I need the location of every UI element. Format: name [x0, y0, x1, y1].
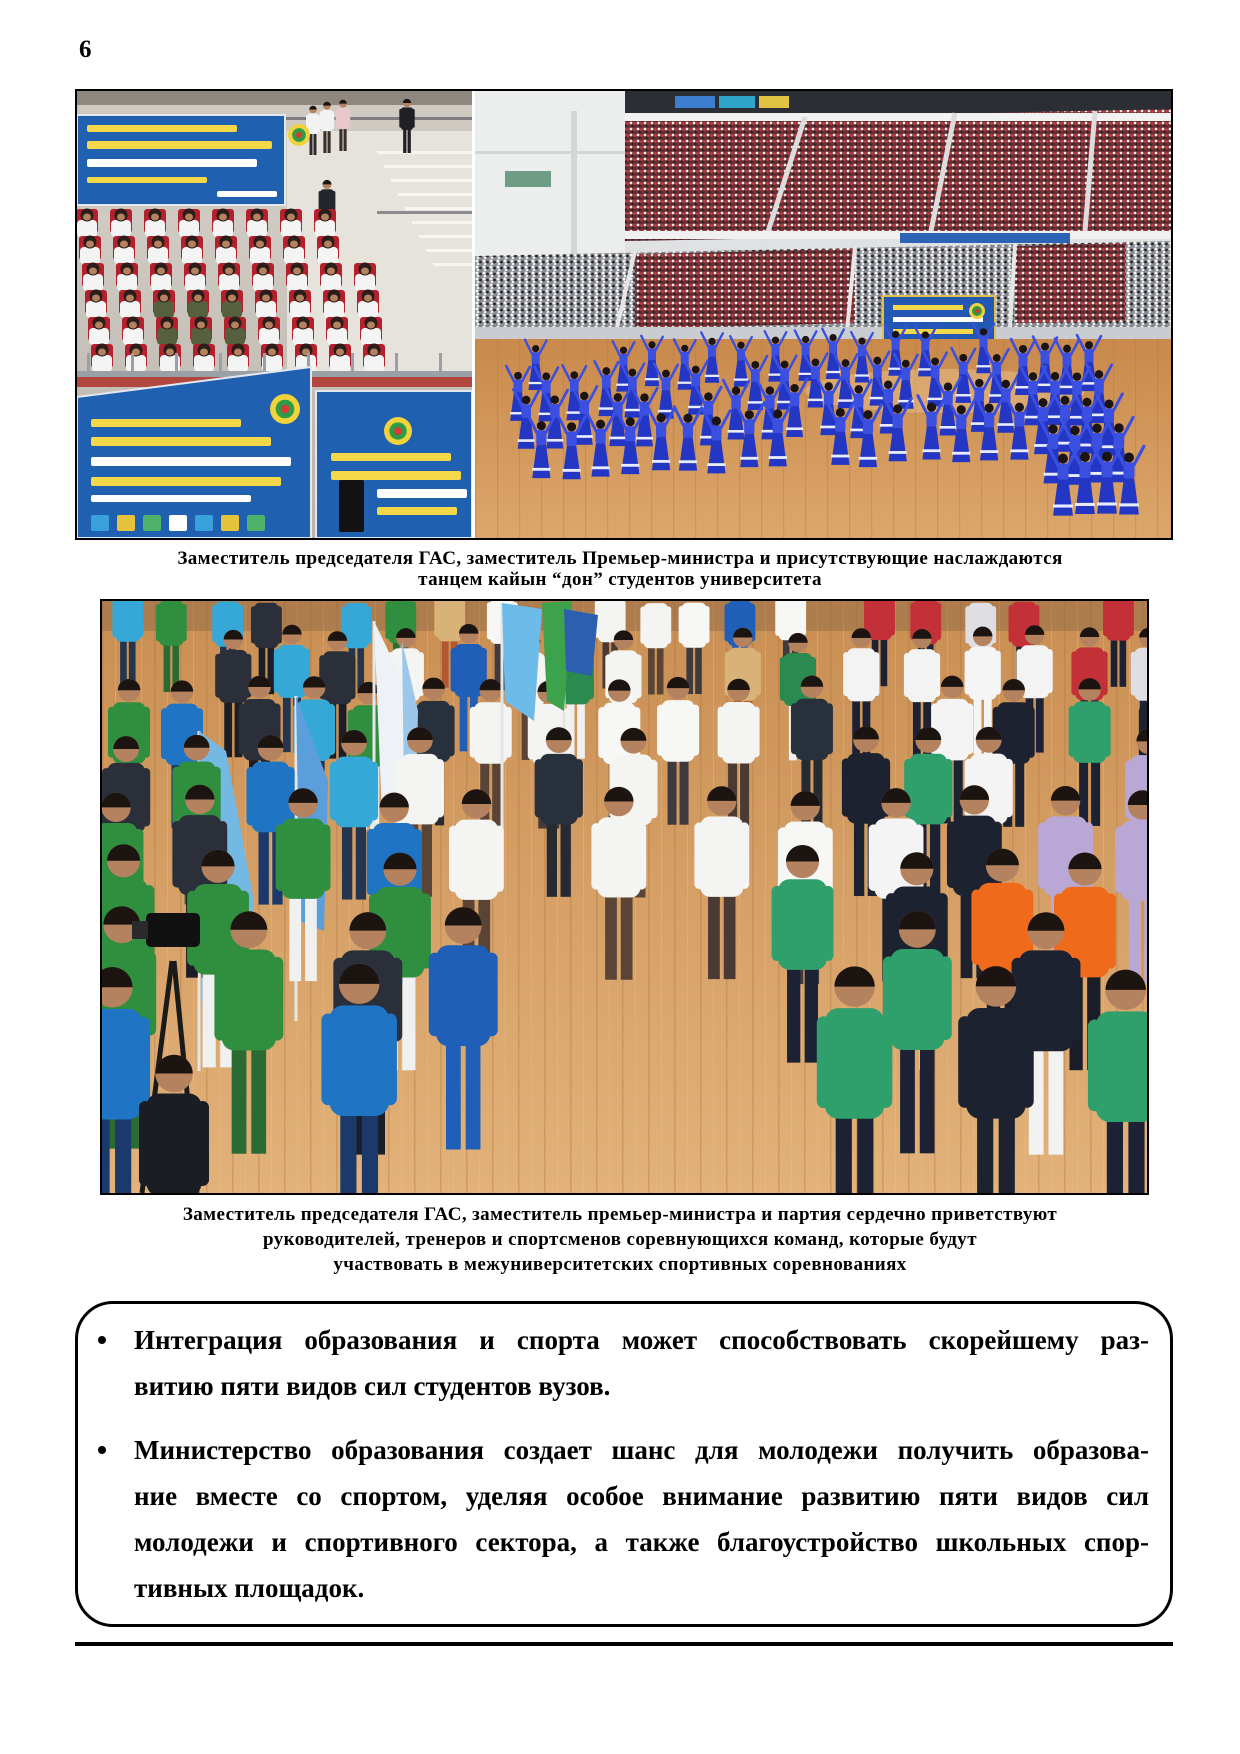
- bullet-text-line: тивных площадок.: [134, 1573, 365, 1603]
- photo-team-greeting: [100, 599, 1149, 1195]
- bullet-text-line: витию пяти видов сил студентов вузов.: [134, 1371, 611, 1401]
- emblem-icon: [270, 394, 300, 424]
- bullet-text-line: ние вместе со спортом, уделяя особое внимание развитию пяти видов сил: [134, 1481, 1149, 1511]
- bullet-item: [134, 1427, 1149, 1611]
- emblem-icon: [384, 417, 412, 445]
- bullet-text-line: Интеграция образования и спорта может способствовать скорейшему раз-: [134, 1325, 1149, 1355]
- caption-line: руководителей, тренеров и спортсменов соревнующихся команд, которые будут: [263, 1229, 977, 1250]
- event-banner: [77, 367, 311, 538]
- emblem-icon: [288, 124, 310, 146]
- bullet-dot-icon: [98, 1336, 106, 1344]
- event-banner: [77, 115, 285, 205]
- top-photo-strip: [75, 89, 1173, 540]
- caption-line: участвовать в межуниверситетских спортивных соревнованиях: [333, 1254, 907, 1275]
- photo-dance-performance: [475, 91, 1171, 538]
- bullet-list: [134, 1317, 1149, 1611]
- bullet-text-line: Министерство образования создает шанс для молодежи получить образова-: [134, 1435, 1149, 1465]
- emblem-icon: [969, 303, 985, 319]
- photo-team-greeting-image: [102, 601, 1147, 1193]
- caption-top-photos: [0, 548, 1240, 590]
- bullet-dot-icon: [98, 1446, 106, 1454]
- bullet-text-line: молодежи и спортивного сектора, а также благоустройство школьных спор-: [134, 1527, 1149, 1557]
- bullet-item: [134, 1317, 1149, 1409]
- key-points-box: [75, 1301, 1173, 1627]
- caption-large-photo: [0, 1202, 1240, 1277]
- caption-line: Заместитель председателя ГАС, заместитель Премьер-министра и присутствующие наслаждаются: [177, 548, 1063, 569]
- bottom-rule: [75, 1642, 1173, 1646]
- speaker-box: [339, 480, 364, 532]
- arena-scene: [475, 91, 1171, 538]
- page-number: 6: [79, 36, 92, 63]
- caption-line: танцем кайын “дон” студентов университета: [418, 569, 822, 590]
- vip-stand-scene: [77, 91, 472, 538]
- caption-line: Заместитель председателя ГАС, заместитель премьер-министра и партия сердечно приветствуют: [182, 1204, 1058, 1225]
- photo-vip-stand: [77, 91, 472, 538]
